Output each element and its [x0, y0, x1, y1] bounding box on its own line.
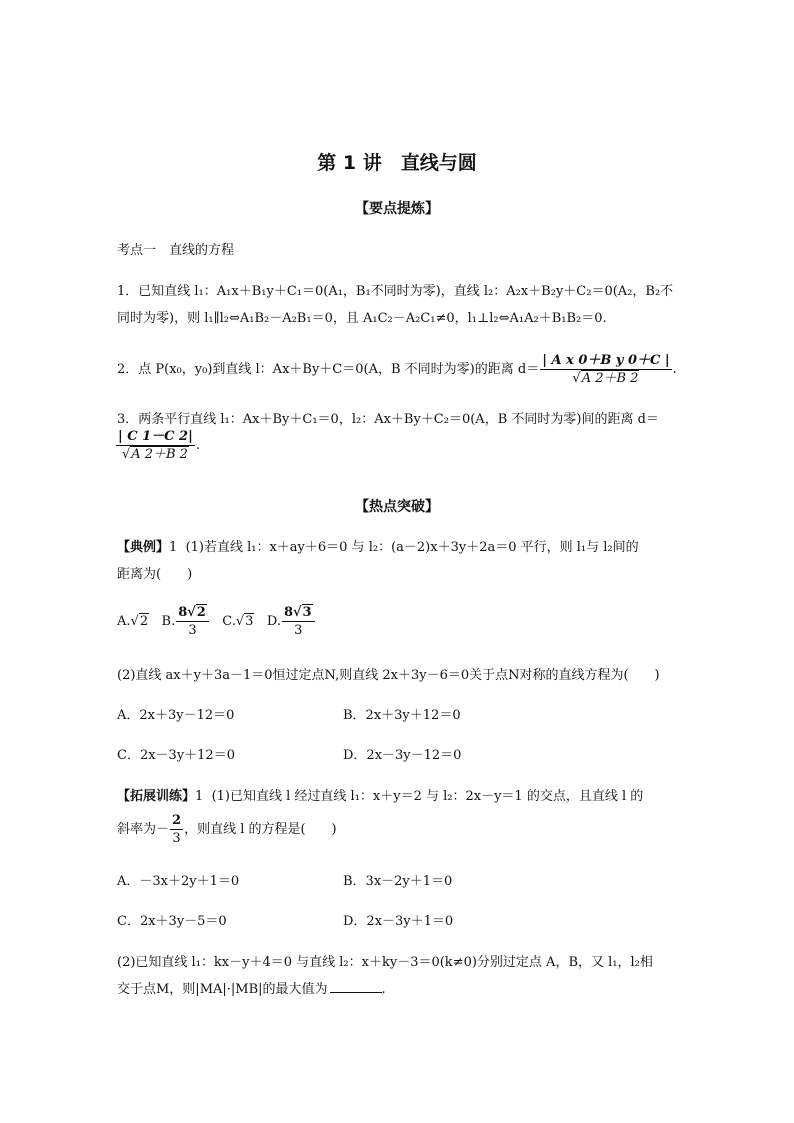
sqrt-symbol: √A 2＋B 2 — [121, 447, 188, 462]
point-3-text: 3．两条平行直线 l₁：Ax＋By＋C₁＝0，l₂：Ax＋By＋C₂＝0(A，B 不同时为零)间的距离 d＝ — [117, 412, 659, 427]
tr-option-b: B．3x－2y＋1＝0 — [343, 874, 453, 889]
training-1-question-2-line-2: 交于点M，则|MA|·|MB|的最大值为 . — [117, 982, 386, 997]
tr-option-a: A．－3x＋2y＋1＝0 — [117, 874, 240, 889]
point-3-formula: $\frac{| C 1-C 2|}{√A 2+B 2}$ . — [118, 429, 200, 462]
example-1-line-1: 【典例】1 (1)若直线 l₁：x＋ay＋6＝0 与 l₂：(a－2)x＋3y＋2a＝0 平行，则 l₁与 l₂间的 — [117, 540, 639, 555]
section-key-points: 【要点提炼】 — [355, 201, 439, 217]
training-1-line-1: 【拓展训练】1 (1)已知直线 l 经过直线 l₁：x＋y＝2 与 l₂：2x－y＝1 的交点，且直线 l 的 — [117, 789, 644, 804]
answer-blank[interactable] — [330, 992, 382, 993]
option-a: A.√2 — [117, 614, 149, 629]
distance-numerator: | A x 0＋B y 0＋C | — [542, 353, 670, 368]
option-c: C.√3 — [222, 614, 254, 629]
q2-option-d: D．2x－3y－12＝0 — [343, 748, 462, 763]
distance-denominator — [540, 370, 671, 387]
point-1-line-1: 1．已知直线 l₁：A₁x＋B₁y＋C₁＝0(A₁，B₁不同时为零)，直线 l₂：A₂x＋B₂y＋C₂＝0(A₂，B₂不 — [117, 284, 674, 299]
example-1-question-2: (2)直线 ax＋y＋3a－1＝0恒过定点N,则直线 2x＋3y－6＝0关于点N对称的直线方程为( ) — [117, 668, 660, 683]
parallel-numerator: | C 1－C 2| — [118, 429, 193, 444]
q2-option-c: C．2x－3y＋12＝0 — [117, 748, 235, 763]
slope-fraction: $\frac{2}{3}$ — [172, 813, 182, 846]
point-2: 2．点 P(x₀，y₀)到直线 l：Ax＋By＋C＝0(A，B 不同时为零)的距离 d＝ $\frac{\text{| A x 0＋B y 0＋C |}}{√A 2+B 2}$ . — [117, 353, 677, 386]
parallel-denominator — [116, 446, 195, 463]
q2-option-a: A．2x＋3y－12＝0 — [117, 708, 235, 723]
option-d: D. $\frac{8√3}{3}$ — [267, 614, 316, 629]
tr-option-c: C．2x＋3y－5＝0 — [117, 914, 227, 929]
training-1-line-2: 斜率为－ $\frac{2}{3}$ ，则直线 l 的方程是( ) — [117, 813, 337, 846]
q2-option-b: B．2x＋3y＋12＝0 — [343, 708, 461, 723]
parallel-distance-formula — [116, 428, 195, 463]
training-1-question-2-line-1: (2)已知直线 l₁：kx－y＋4＝0 与直线 l₂：x＋ky－3＝0(k≠0)分别过定点 A，B，又 l₁，l₂相 — [117, 955, 653, 970]
training-tag: 【拓展训练】 — [117, 789, 196, 804]
point-2-text: 2．点 P(x₀，y₀)到直线 l：Ax＋By＋C＝0(A，B 不同时为零)的距离 d＝ — [117, 362, 540, 377]
example-1-line-2: 距离为( ) — [117, 567, 193, 582]
sqrt-symbol: √A 2＋B 2 — [572, 371, 639, 386]
distance-formula — [540, 352, 671, 387]
example-tag: 【典例】 — [117, 540, 170, 555]
page-title: 第 1 讲 直线与圆 — [317, 152, 477, 174]
section-hot-topics: 【热点突破】 — [355, 499, 439, 515]
option-b: B. $\frac{8√2}{3}$ — [162, 614, 210, 629]
point-1-line-2: 同时为零)，则 l₁∥l₂⇔A₁B₂－A₂B₁＝0，且 A₁C₂－A₂C₁≠0，l₁⊥l₂⇔A₁A₂＋B₁B₂＝0. — [117, 311, 607, 326]
kaodian-heading: 考点一 直线的方程 — [117, 243, 235, 258]
example-1-options — [117, 604, 316, 640]
tr-option-d: D．2x－3y＋1＝0 — [343, 914, 454, 929]
